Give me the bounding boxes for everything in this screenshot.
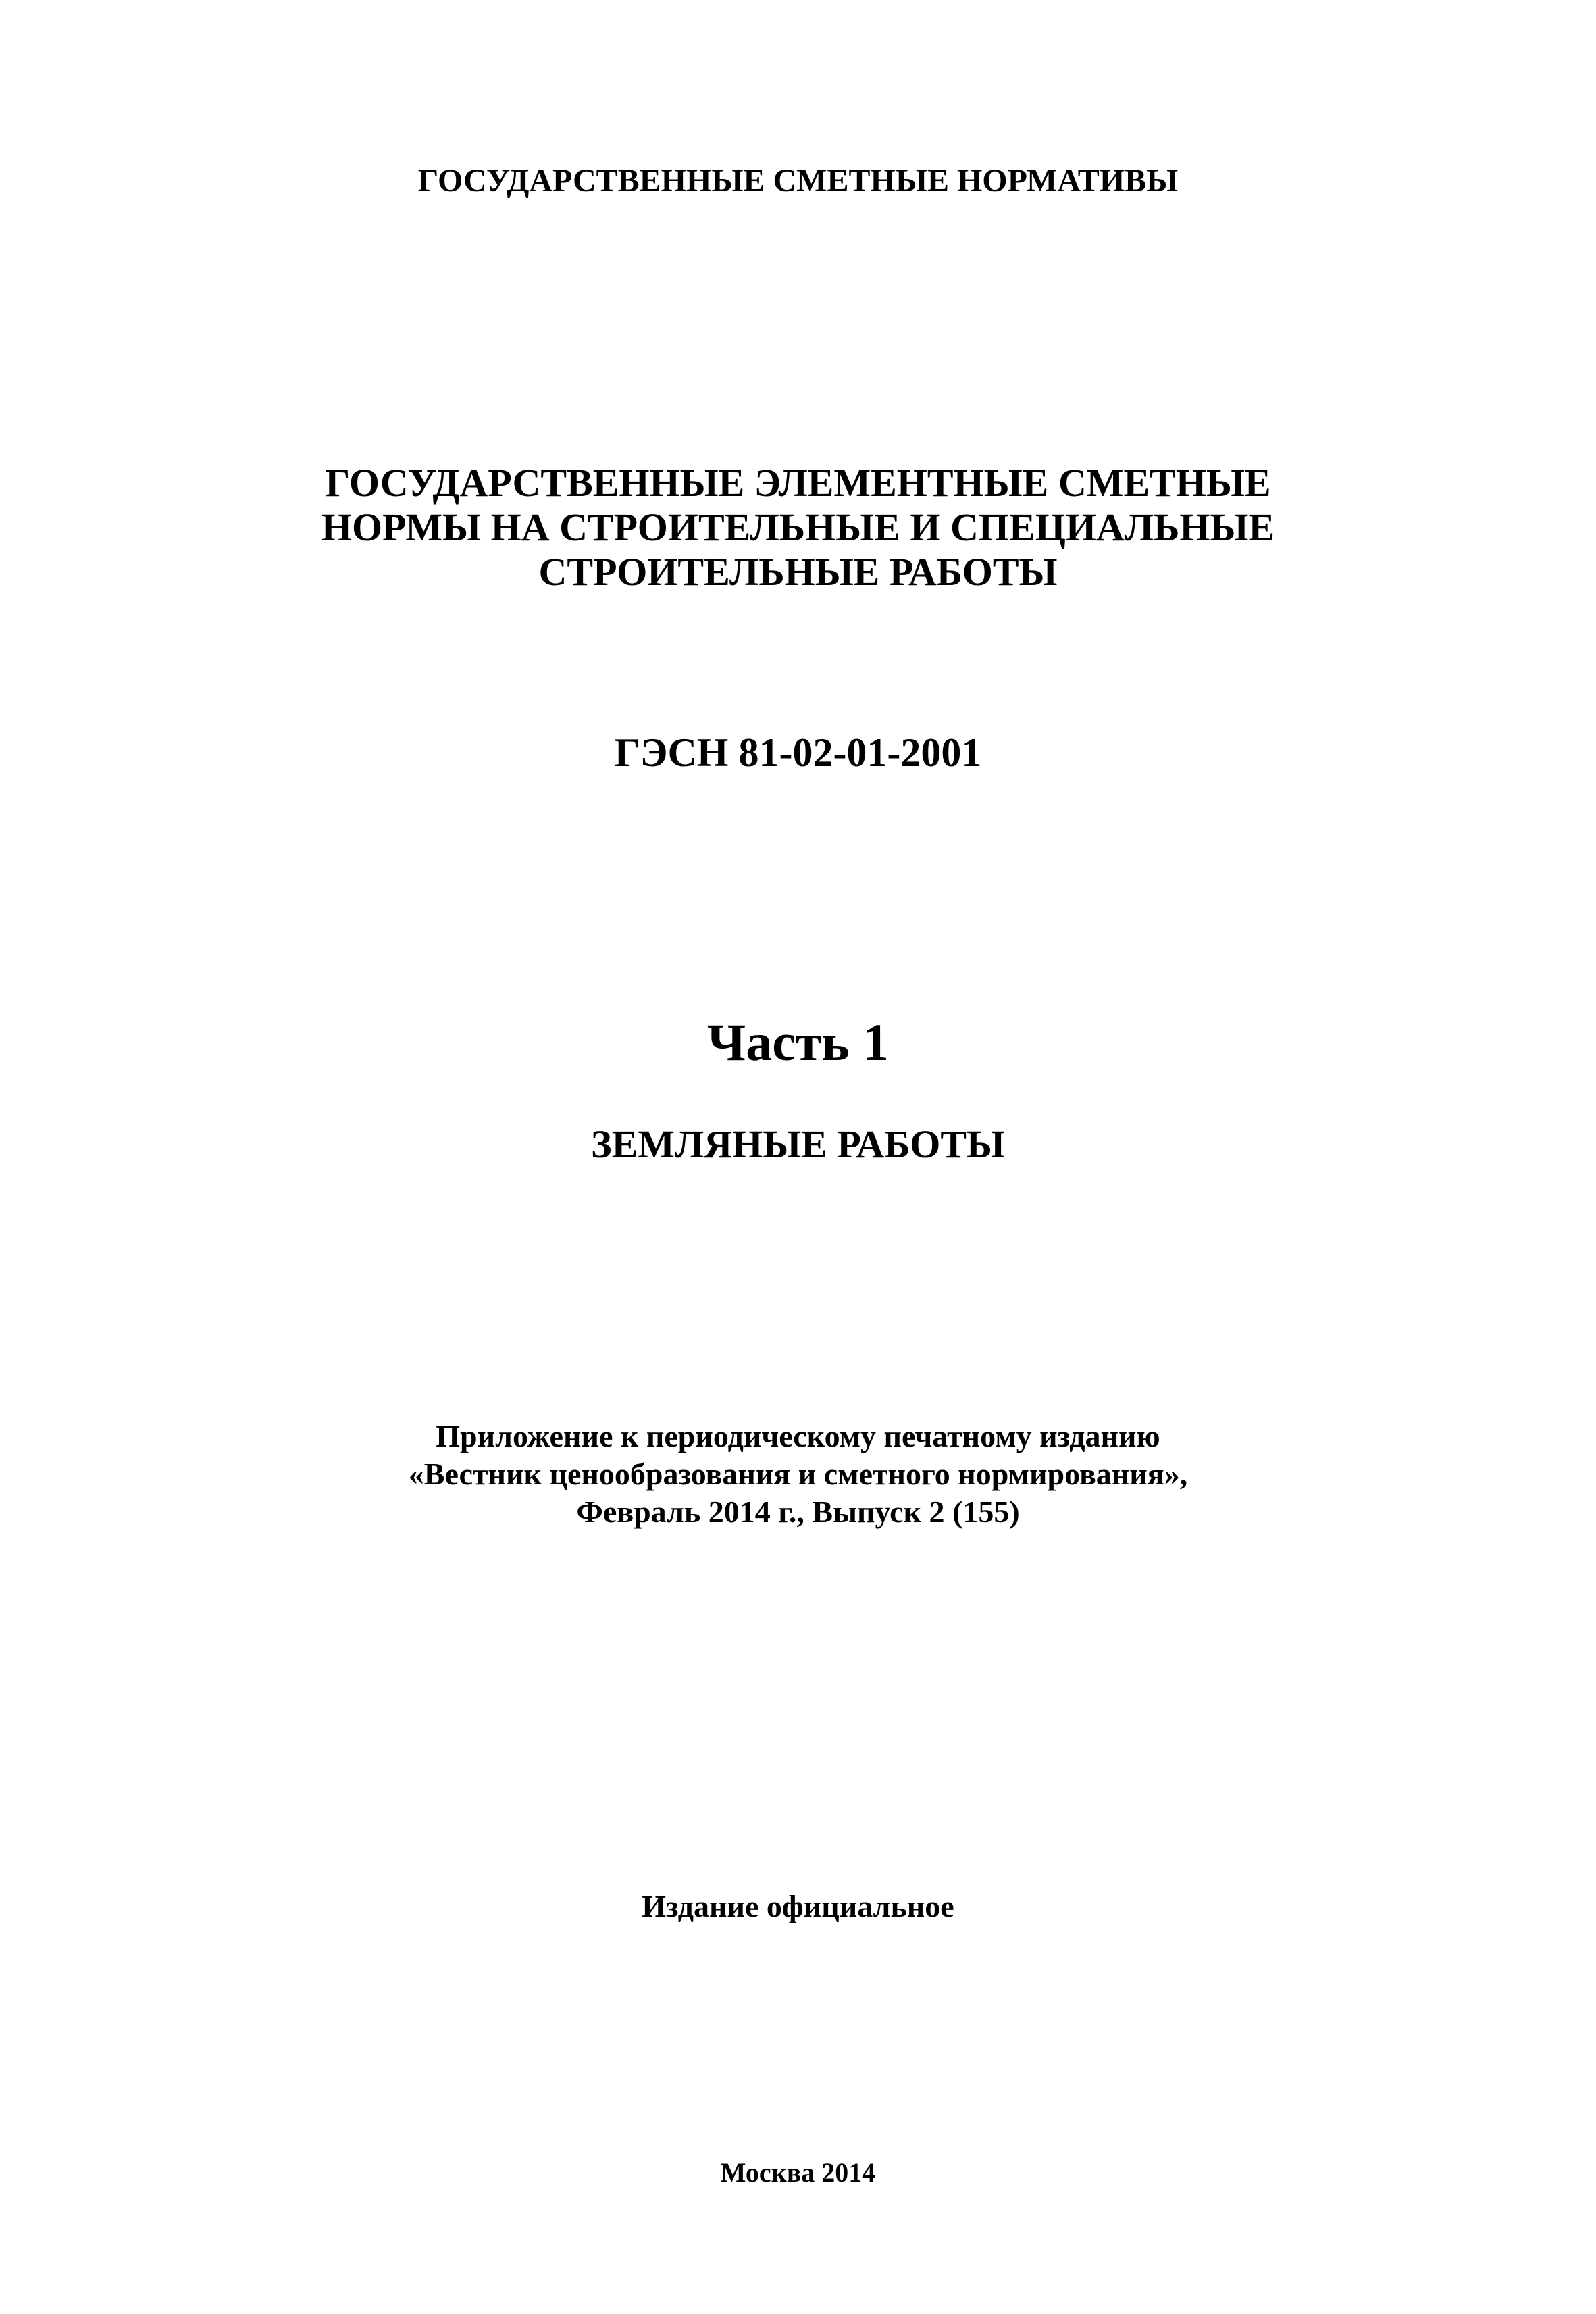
section-title: ЗЕМЛЯНЫЕ РАБОТЫ <box>591 1122 1005 1166</box>
document-title-line: СТРОИТЕЛЬНЫЕ РАБОТЫ <box>538 550 1058 594</box>
appendix-line: Февраль 2014 г., Выпуск 2 (155) <box>576 1494 1020 1529</box>
series-header: ГОСУДАРСТВЕННЫЕ СМЕТНЫЕ НОРМАТИВЫ <box>417 163 1179 199</box>
document-code: ГЭСН 81-02-01-2001 <box>614 730 982 775</box>
appendix-line: Приложение к периодическому печатному изданию <box>436 1419 1160 1453</box>
edition-label: Издание официальное <box>642 1889 954 1923</box>
appendix-note <box>0 1417 1596 1531</box>
city-year: Москва 2014 <box>720 2157 876 2188</box>
appendix-line: «Вестник ценообразования и сметного нормирования», <box>408 1457 1188 1491</box>
document-title-line: ГОСУДАРСТВЕННЫЕ ЭЛЕМЕНТНЫЕ СМЕТНЫЕ <box>325 461 1271 505</box>
document-title-line: НОРМЫ НА СТРОИТЕЛЬНЫЕ И СПЕЦИАЛЬНЫЕ <box>321 505 1275 549</box>
document-title <box>0 461 1596 595</box>
part-label: Часть 1 <box>707 1013 889 1072</box>
